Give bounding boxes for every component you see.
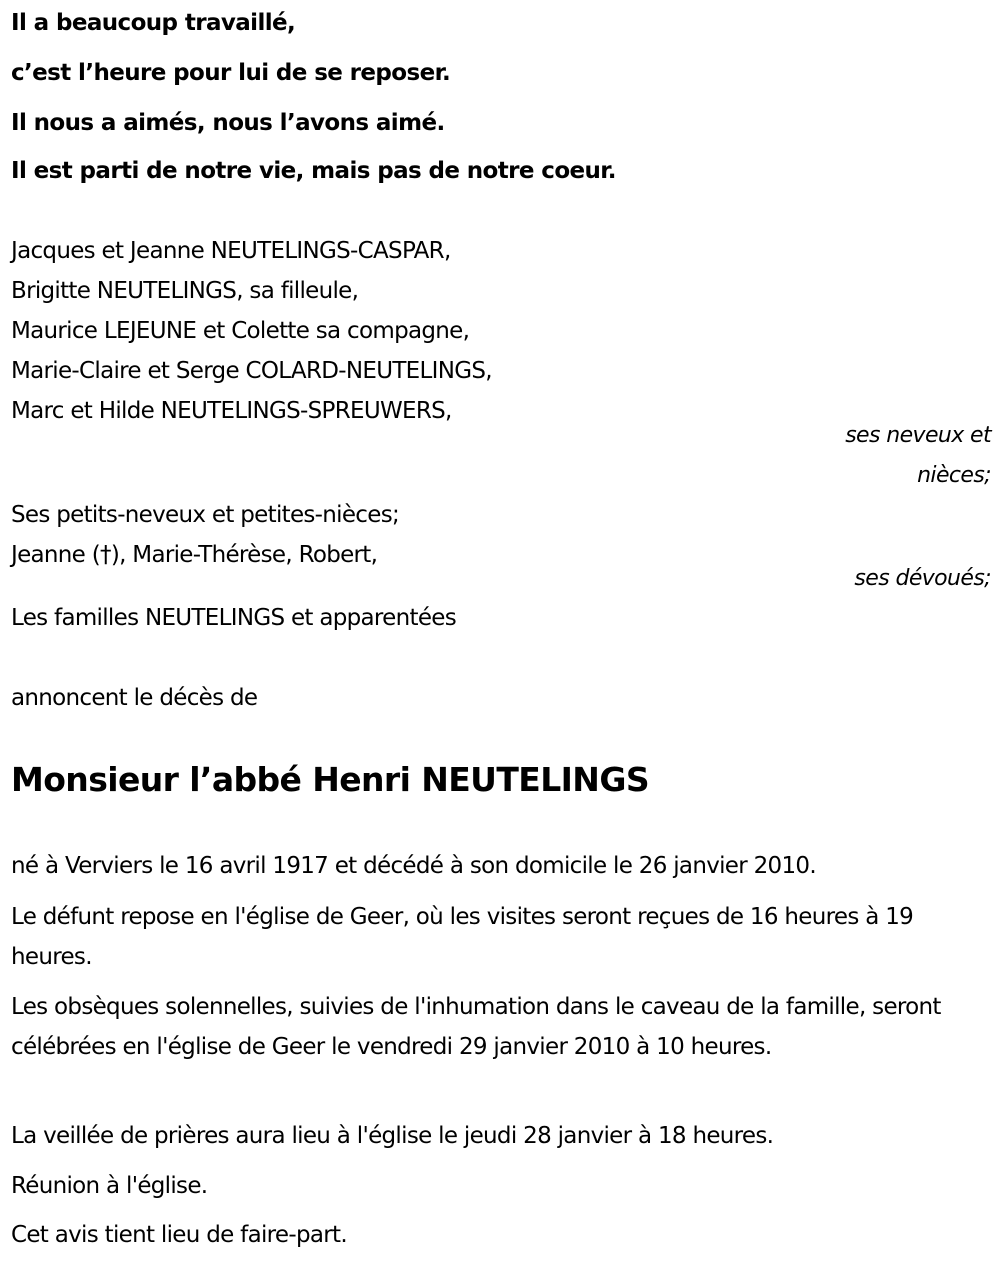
detail-paragraph: La veillée de prières aura lieu à l'église le jeudi 28 janvier à 18 heures. [11,1123,774,1149]
family-line: Jacques et Jeanne NEUTELINGS-CASPAR, [11,238,451,264]
relation-label: ses dévoués; [854,566,991,591]
family-line: Jeanne (†), Marie-Thérèse, Robert, [11,542,378,568]
announce-text: annoncent le décès de [11,685,258,711]
family-line: Ses petits-neveux et petites-nièces; [11,502,400,528]
detail-paragraph: Le défunt repose en l'église de Geer, où les visites seront reçues de 16 heures à 19 heures. [11,904,914,970]
deceased-name: Monsieur l’abbé Henri NEUTELINGS [11,760,649,799]
verse-line: Il est parti de notre vie, mais pas de notre coeur. [11,158,616,184]
verse-line: Il a beaucoup travaillé, [11,10,296,36]
relation-label: nièces; [917,463,991,488]
family-line: Marie-Claire et Serge COLARD-NEUTELINGS, [11,358,492,384]
family-line: Marc et Hilde NEUTELINGS-SPREUWERS, [11,398,452,424]
family-line: Maurice LEJEUNE et Colette sa compagne, [11,318,470,344]
relation-label: ses neveux et [845,423,991,448]
detail-paragraph: Les obsèques solennelles, suivies de l'inhumation dans le caveau de la famille, seront célébrées en l'église de Geer le vendredi 29 janvier 2010 à 10 heures. [11,994,941,1060]
detail-paragraph: Réunion à l'église. [11,1173,208,1199]
detail-paragraph: né à Verviers le 16 avril 1917 et décédé à son domicile le 26 janvier 2010. [11,853,816,879]
family-line: Brigitte NEUTELINGS, sa filleule, [11,278,359,304]
verse-line: Il nous a aimés, nous l’avons aimé. [11,110,445,136]
detail-paragraph: Cet avis tient lieu de faire-part. [11,1222,347,1248]
family-line: Les familles NEUTELINGS et apparentées [11,605,457,631]
verse-line: c’est l’heure pour lui de se reposer. [11,60,451,86]
